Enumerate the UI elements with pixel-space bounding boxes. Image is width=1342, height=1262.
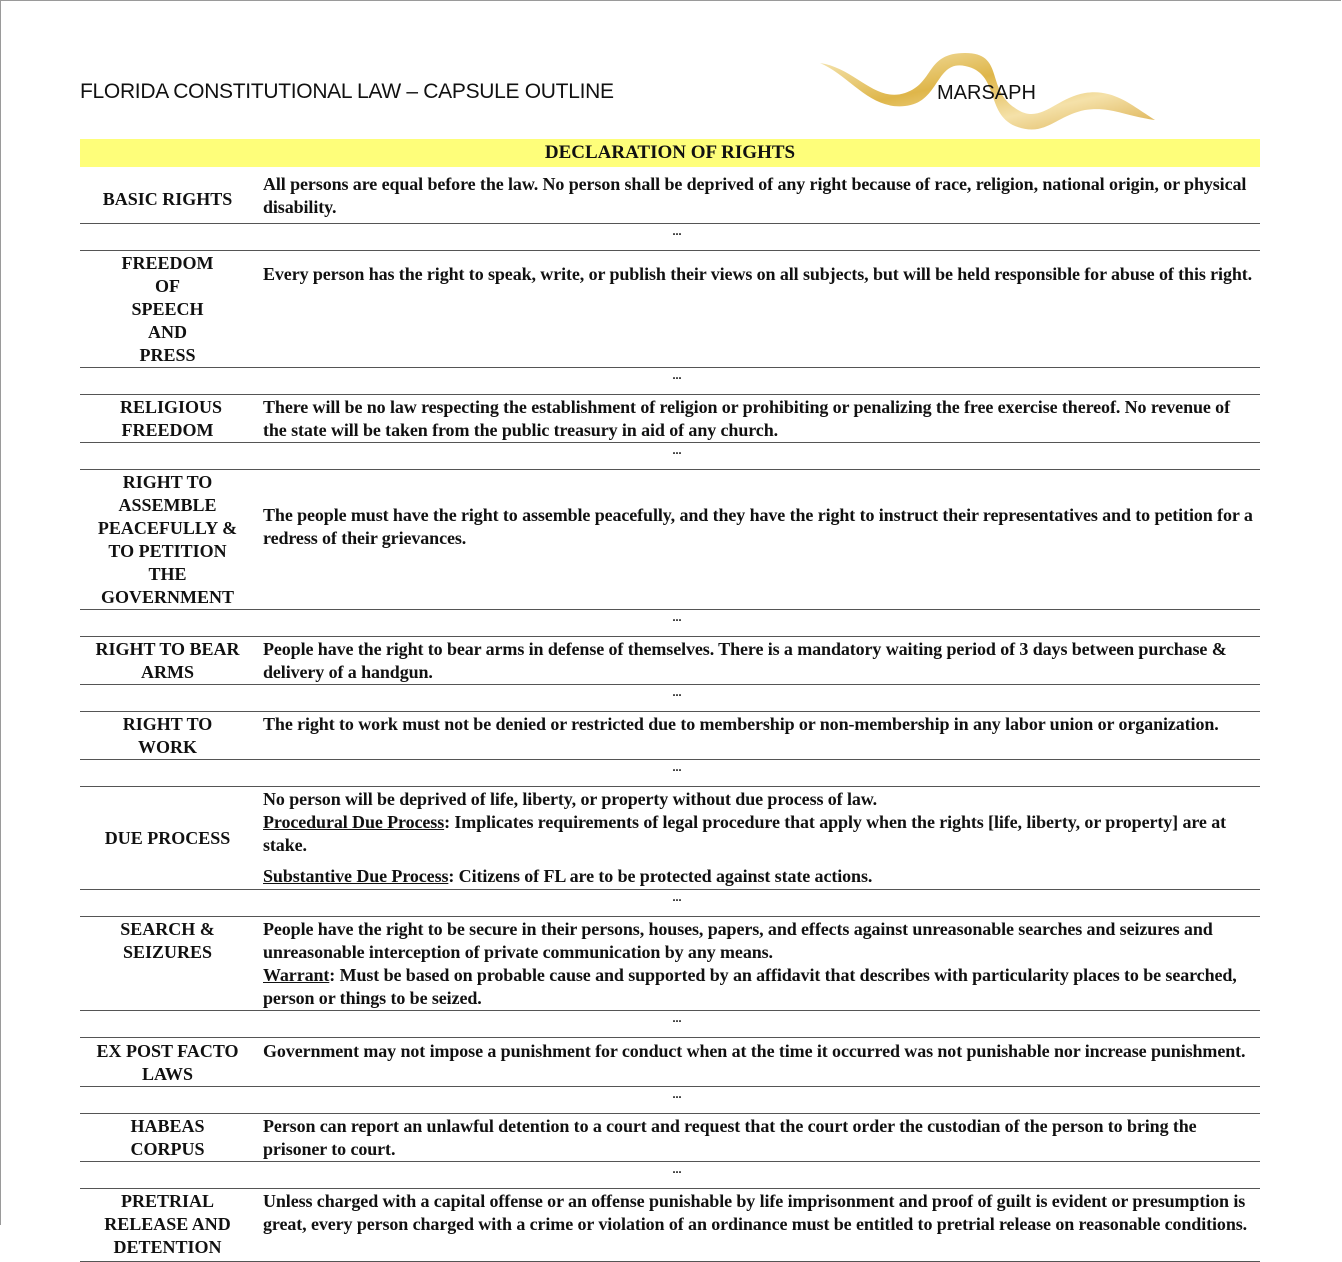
row-text — [255, 787, 1260, 889]
separator-dots: ... — [672, 224, 682, 238]
row-text: Government may not impose a punishment for conduct when at the time it occurred was not punishable nor increase punishment. — [263, 1041, 1246, 1061]
separator-dots: ... — [672, 760, 682, 774]
term-warrant: Warrant — [263, 965, 330, 985]
row-text: Unless charged with a capital offense or an offense punishable by life imprisonment and proof of guilt is evident or presumption is great, every person charged with a crime or violation of an ordinance must be entitled to pretrial release on reasonable conditions. — [263, 1191, 1248, 1234]
separator-dots: ... — [672, 443, 682, 457]
row-label: DUE PROCESS — [104, 827, 231, 848]
definition: : Must be based on probable cause and supported by an affidavit that describes with particularity places to be searched, person or things to be seized. — [263, 965, 1237, 1008]
section-heading: DECLARATION OF RIGHTS — [80, 139, 1260, 167]
row-label: RIGHT TO BEAR ARMS — [95, 639, 240, 682]
definition: : Citizens of FL are to be protected against state actions. — [448, 866, 873, 886]
paragraph: No person will be deprived of life, liberty, or property without due process of law. — [263, 789, 878, 809]
paragraph: People have the right to be secure in their persons, houses, papers, and effects against unreasonable searches and seizures and unreasonable interception of private communication by any means. — [263, 919, 1213, 962]
brand-name: MARSAPH — [937, 82, 1036, 104]
row-label: RIGHT TO WORK — [122, 714, 213, 757]
row-text: The right to work must not be denied or restricted due to membership or non-membership in any labor union or organization. — [263, 714, 1219, 734]
separator-dots: ... — [672, 1162, 682, 1176]
term-procedural-due-process: Procedural Due Process — [263, 812, 445, 832]
row-label: BASIC RIGHTS — [102, 189, 233, 209]
separator-dots: ... — [672, 685, 682, 699]
row-text — [255, 917, 1260, 1010]
table-row — [80, 711, 1260, 760]
table-row — [80, 469, 1260, 610]
table-row — [80, 1188, 1260, 1262]
table-row — [80, 168, 1260, 224]
row-label: PRETRIAL RELEASE AND DETENTION — [104, 1191, 231, 1257]
separator-dots: ... — [672, 1011, 682, 1025]
separator-dots: ... — [672, 610, 682, 624]
paragraph — [263, 964, 1256, 1010]
term-substantive-due-process: Substantive Due Process — [263, 866, 449, 886]
table-row — [80, 786, 1260, 890]
table-row — [80, 1037, 1260, 1087]
row-text: There will be no law respecting the establishment of religion or prohibiting or penalizing the free exercise thereof. No revenue of the state will be taken from the public treasury in aid of any church. — [263, 397, 1230, 440]
table-row — [80, 394, 1260, 443]
row-label: HABEAS CORPUS — [130, 1116, 205, 1159]
row-text: Every person has the right to speak, write, or publish their views on all subjects, but will be held responsible for abuse of this right. — [263, 264, 1253, 284]
table-row — [80, 250, 1260, 368]
row-label: RELIGIOUS FREEDOM — [120, 397, 223, 440]
table-row — [80, 636, 1260, 685]
paragraph — [263, 865, 1256, 888]
row-label: EX POST FACTO LAWS — [96, 1041, 239, 1084]
separator-dots: ... — [672, 1087, 682, 1101]
table-row — [80, 916, 1260, 1011]
separator-dots: ... — [672, 368, 682, 382]
document-title: FLORIDA CONSTITUTIONAL LAW – CAPSULE OUTLINE — [80, 80, 614, 103]
row-label: SEARCH & SEIZURES — [120, 919, 215, 962]
definition: : Implicates requirements of legal procedure that apply when the rights [life, liberty, or property] are at stake. — [263, 812, 1226, 855]
separator-dots: ... — [672, 890, 682, 904]
paragraph — [263, 811, 1256, 857]
row-label: FREEDOM OF SPEECH AND PRESS — [121, 253, 214, 365]
row-text: All persons are equal before the law. No person shall be deprived of any right because of race, religion, national origin, or physical disability. — [263, 173, 1247, 217]
row-text: The people must have the right to assemble peacefully, and they have the right to instruct their representatives and to petition for a redress of their grievances. — [263, 505, 1253, 548]
table-row — [80, 1113, 1260, 1162]
row-text: Person can report an unlawful detention to a court and request that the court order the custodian of the person to bring the prisoner to court. — [263, 1116, 1197, 1159]
row-label: RIGHT TO ASSEMBLE PEACEFULLY & TO PETITION THE GOVERNMENT — [97, 472, 238, 607]
rights-table — [80, 168, 1260, 1262]
row-text: People have the right to bear arms in defense of themselves. There is a mandatory waiting period of 3 days between purchase & delivery of a handgun. — [263, 639, 1227, 682]
